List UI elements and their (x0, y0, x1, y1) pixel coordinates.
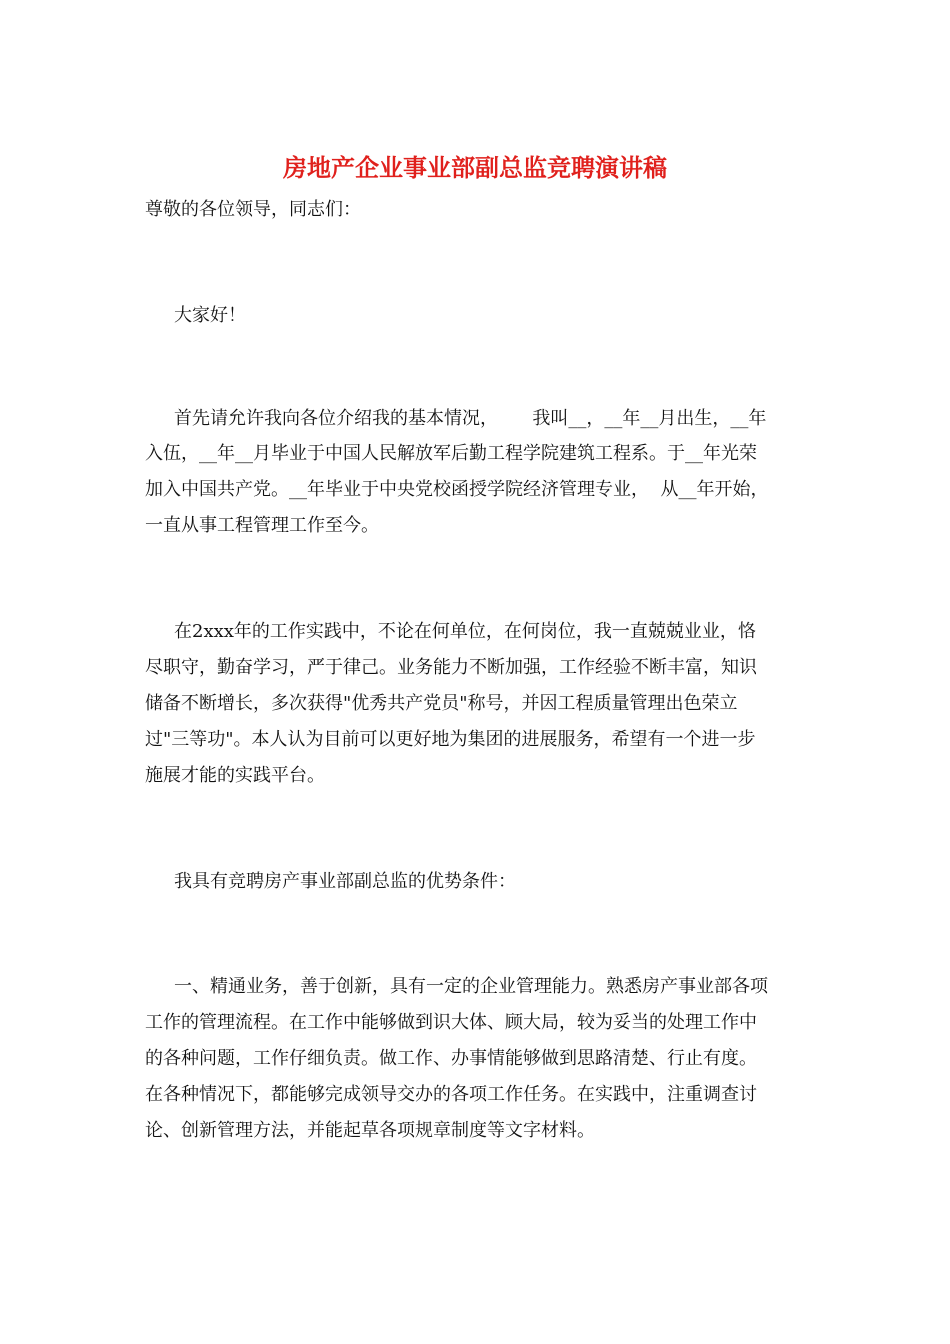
paragraph-2-line-5: 施展才能的实践平台。 (145, 765, 325, 786)
paragraph-1-line-4: 一直从事工程管理工作至今。 (145, 515, 379, 536)
paragraph-2-line-3: 储备不断增长，多次获得"优秀共产党员"称号，并因工程质量管理出色荣立 (145, 693, 738, 714)
paragraph-4-line-2: 工作的管理流程。在工作中能够做到识大体、顾大局，较为妥当的处理工作中 (145, 1012, 757, 1033)
paragraph-4-line-1: 一、精通业务，善于创新，具有一定的企业管理能力。熟悉房产事业部各项 (174, 976, 768, 997)
paragraph-4-line-4: 在各种情况下，都能够完成领导交办的各项工作任务。在实践中，注重调查讨 (145, 1084, 757, 1105)
salutation: 尊敬的各位领导，同志们： (145, 199, 361, 220)
paragraph-1-line-2: 入伍，__年__月毕业于中国人民解放军后勤工程学院建筑工程系。于__年光荣 (145, 443, 757, 464)
paragraph-4-line-5: 论、创新管理方法，并能起草各项规章制度等文字材料。 (145, 1120, 595, 1141)
document-title: 房地产企业事业部副总监竞聘演讲稿 (283, 153, 667, 182)
greeting: 大家好！ (174, 305, 246, 326)
paragraph-3: 我具有竞聘房产事业部副总监的优势条件： (174, 871, 516, 892)
paragraph-2-line-1: 在2xxx年的工作实践中，不论在何单位，在何岗位，我一直兢兢业业，恪 (174, 621, 756, 642)
paragraph-1-line-3: 加入中国共产党。__年毕业于中央党校函授学院经济管理专业， 从__年开始， (145, 479, 769, 500)
paragraph-4-line-3: 的各种问题，工作仔细负责。做工作、办事情能够做到思路清楚、行止有度。 (145, 1048, 757, 1069)
paragraph-2-line-2: 尽职守，勤奋学习，严于律己。业务能力不断加强，工作经验不断丰富，知识 (145, 657, 757, 678)
paragraph-1-line-1: 首先请允许我向各位介绍我的基本情况， 我叫__，__年__月出生，__年 (174, 408, 767, 429)
paragraph-2-line-4: 过"三等功"。本人认为目前可以更好地为集团的进展服务，希望有一个进一步 (145, 729, 756, 750)
